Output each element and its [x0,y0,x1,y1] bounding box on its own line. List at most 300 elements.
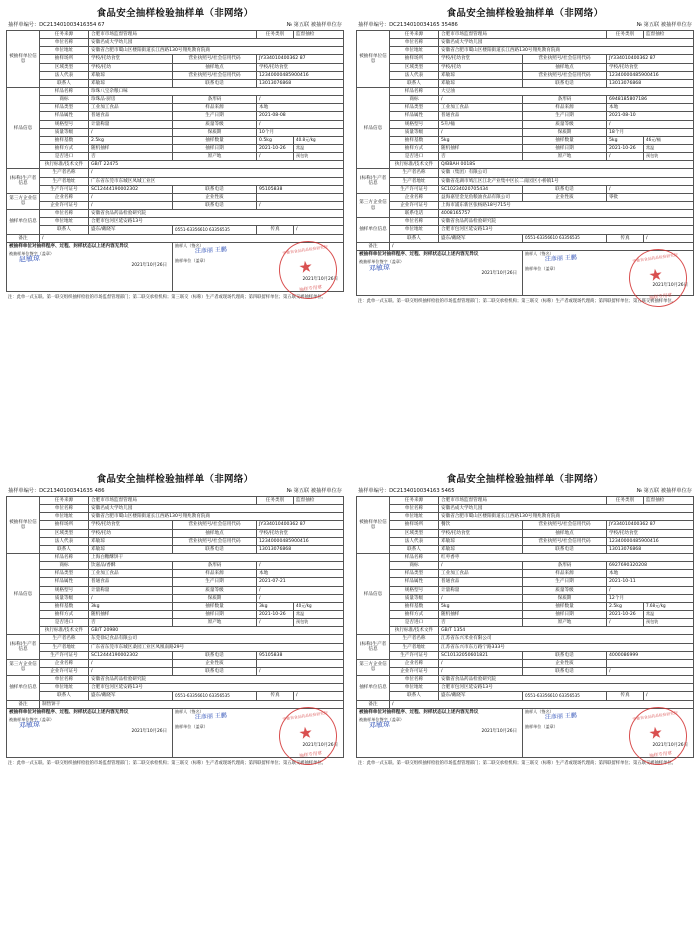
value-remark: / [390,700,694,708]
section-label-sampling-unit: 抽样单位信息 [7,676,40,700]
value-sampling-unit-name: 安徽省食品药品检验研究院 [89,676,344,684]
table-row [357,659,694,667]
confirm-cell [7,708,173,757]
value-standard: GB/T 20980 [89,627,344,635]
table-row [357,71,694,79]
confirm-date: 2021年10月26日 [131,263,167,269]
label-barcode: 条形码 [523,96,607,104]
label-unit-address: 单位地址 [390,513,439,521]
label-brand: 商标 [40,562,89,570]
table-row [7,684,344,692]
value-sampling-method: 随机抽样 [439,610,523,618]
label-imported: 是否进口 [390,619,439,627]
label-sample-origin: 样品来源 [173,570,257,578]
value-sampling-date: 2021-10-26 [607,610,644,618]
table-row [357,635,694,643]
table-row [357,55,694,63]
label-remark: 备注 [357,700,390,708]
label-sample-attr: 样品属性 [390,112,439,120]
value-sample-name: 珍珠八宝杂粮口味 [89,87,344,95]
value-sampling-date: 2021-10-26 [607,144,644,152]
value-storage: 常温 [644,144,694,152]
value-storage: 常温 [294,610,344,618]
form-no-1: 抽样单编号：DC213401003416354 67 [8,22,105,28]
label-sample-attr: 样品属性 [40,112,89,120]
value-imported: 否 [89,619,173,627]
value-sampling-unit-address: 合肥市包河区延安路13号 [89,684,344,692]
table-row [7,708,344,757]
table-row [7,71,344,79]
table-row [7,545,344,553]
sampler-signature: 汪彦丽 王鹏 [544,254,578,264]
value-task-type: 监督抽检 [294,497,344,505]
label-sample-attr: 样品属性 [40,578,89,586]
value-producer-tel: 95105838 [257,185,344,193]
label-sampling-method: 抽样方式 [390,144,439,152]
label-sample-venue: 抽样场所 [40,55,89,63]
confirm-text: 被抽样单位对抽样程序、过程、封样状态以上述内容无异议 [359,251,479,257]
label-contact: 联系人 [40,79,89,87]
value-sample-attr: 普通食品 [89,112,173,120]
value-phone: 13013076868 [607,545,694,553]
value-sample-venue: 学校/托幼食堂 [89,55,173,63]
label-producer-license: 生产许可证号 [390,185,439,193]
label-sampling-unit-contact: 联系人 [40,692,89,700]
value-task-source: 合肥市市场监督管理局 [89,497,257,505]
value-sample-place: 学校/托幼食堂 [607,529,694,537]
label-producer-name: 生产者名称 [40,635,89,643]
page-title-4: 食品安全抽样检验抽样单（非网络） [446,474,604,485]
section-label-producer: (标称)生产者信息 [357,635,390,659]
table-row [357,700,694,708]
value-quality-grade: / [89,594,173,602]
table-row [357,651,694,659]
value-sample-attr: 普通食品 [439,112,523,120]
table-row [357,594,694,602]
label-producer-address: 生产者地址 [390,643,439,651]
sampler-sign-label: 抽样人（签名） [525,250,554,256]
value-third-license: / [89,667,173,675]
label-barcode: 条形码 [173,562,257,570]
table-row [357,104,694,112]
sampler-date: 2021年10月26日 [652,282,688,288]
table-row [7,635,344,643]
value-sample-origin: 本地 [607,104,694,112]
label-phone: 联系电话 [523,79,607,87]
confirm-signature: 邓敏琼 [368,720,391,731]
section-label-third-party: 第三方企业信息 [357,659,390,675]
table-row [357,537,694,545]
value-prod-date: 2021-10-11 [607,578,694,586]
label-sample-venue: 抽样场所 [390,55,439,63]
table-row [357,210,694,218]
value-sample-type: 工业加工食品 [439,104,523,112]
value-sample-name: 上海白糖酥饼干 [89,553,344,561]
value-grade: / [257,120,344,128]
star-icon: ★ [647,264,665,285]
table-row [7,136,344,144]
confirm-text: 被抽样单位对抽样程序、过程、封样状态以上述内容无异议 [9,243,129,249]
value-imported: 否 [439,153,523,161]
table-row [357,144,694,152]
label-origin-place: 原产地 [523,619,607,627]
table-row [7,529,344,537]
value-producer-license: SC10132050601821 [439,651,523,659]
value-legal-rep: 邓敏琼 [89,71,173,79]
table-row [357,667,694,675]
seal-top-text: 安徽省食品药品检验研究院 [282,243,329,256]
value-imported: 否 [439,619,523,627]
label-third-tel: 联系电话 [523,667,607,675]
value-remark: / [40,234,344,242]
label-sampling-unit-name: 单位名称 [40,210,89,218]
value-origin-place: / [257,153,294,161]
value-sampling-unit-address: 合肥市包河区延安路13号 [439,226,694,234]
section-label-third-party: 第三方企业信息 [7,193,40,209]
table-row [357,521,694,529]
section-label-sample-info: 样品信息 [357,553,390,634]
star-icon: ★ [297,256,315,277]
value-shelf-life: / [257,594,344,602]
value-quality-grade: / [89,128,173,136]
value-sampling-unit-phone: 0551-63356610 63356535 [523,234,607,242]
label-producer-address: 生产者地址 [40,643,89,651]
value-origin-place: / [607,619,644,627]
label-sample-attr: 样品属性 [390,578,439,586]
value-sampling-unit-fax: / [294,226,344,234]
label-license2: 营业执照号/社会信用代码 [173,71,257,79]
label-origin-place: 原产地 [173,153,257,161]
table-row [7,513,344,521]
label-producer-license: 生产许可证号 [40,651,89,659]
label-barcode: 条形码 [173,96,257,104]
label-prod-date: 生产日期 [523,578,607,586]
label-sampling-unit-fax: 传真 [257,226,294,234]
value-producer-license: SC12444190002302 [89,185,173,193]
label-remark: 备注 [7,700,40,708]
value-sample-venue: 学校/托幼食堂 [89,521,173,529]
value-third-tel: / [607,667,694,675]
label-sample-qty: 抽样数量 [173,602,257,610]
value-brand: / [439,96,523,104]
label-sampling-unit-name: 单位名称 [40,676,89,684]
table-row [357,505,694,513]
label-task-type: 任务类别 [257,497,294,505]
value-sampling-unit-name: 安徽省食品药品检验研究院 [89,210,344,218]
footer-note-1: 注：此单一式五联。第一联交组织抽样检验的市场监督管理部门；第二联交承检机构；第三联交（标称）生产者或现场代理商；第四联留样单位；第五联交被抽样单位。 [8,294,326,300]
label-shelf-life: 保质期 [523,594,607,602]
table-row [357,529,694,537]
value-base-qty: 2.5kg [89,136,173,144]
label-producer-name: 生产者名称 [390,635,439,643]
table-row [357,234,694,242]
label-third-nature: 企业性质 [523,193,607,201]
sampler-cell [173,708,344,757]
table-row [7,144,344,152]
star-icon: ★ [647,722,665,743]
value-sample-origin: 本地 [607,570,694,578]
value-sample-name: 红枣香枣 [439,553,694,561]
label-legal-rep: 法人代表 [40,537,89,545]
table-row [357,676,694,684]
value-barcode: / [257,96,344,104]
sampler-signature: 汪彦丽 王鹏 [194,246,228,256]
label-sampling-method: 抽样方式 [40,144,89,152]
value-sampling-unit-contact: 盛东/戴晓军 [439,234,523,242]
label-brand: 商标 [40,96,89,104]
label-license: 营业执照号/社会信用代码 [523,55,607,63]
label-sampling-date: 抽样日期 [523,144,607,152]
value-shelf-life: 10个月 [257,128,344,136]
label-producer-name: 生产者名称 [40,169,89,177]
confirm-cell [357,250,523,295]
sampler-date: 2021年10月26日 [652,742,688,748]
value-producer-name: / [89,169,344,177]
table-row [7,79,344,87]
value-producer-name: 江苏省东兴米业有限公司 [439,635,694,643]
sampler-sign-label: 抽样人（签名） [175,708,204,714]
section-label-sample-info: 样品信息 [357,87,390,168]
value-sampling-unit-fax: / [294,692,344,700]
value-sampling-unit-address: 合肥市包河区延安路13号 [89,218,344,226]
label-prod-date: 生产日期 [523,112,607,120]
value-unit-address: 安徽省合肥市蜀山区楼阳街道长江西路130号翔兆教育院商 [89,47,344,55]
confirm-date: 2021年10月26日 [481,271,517,277]
page-title-3: 食品安全抽样检验抽样单（非网络） [96,474,254,485]
value-base-qty: 5kg [439,136,523,144]
table-row [357,684,694,692]
label-sample-name: 样品名称 [390,87,439,95]
label-unit-name: 单位名称 [390,39,439,47]
confirm-sign-label: 被抽样单位签字（盖章） [359,258,405,264]
label-brand: 商标 [390,562,439,570]
value-origin-place: / [607,153,644,161]
section-label-third-party: 第三方企业信息 [357,193,390,217]
value-imported: 否 [89,153,173,161]
section-label-sampled-unit: 被抽样单位信息 [7,31,40,88]
label-sampling-unit-address: 单位地址 [390,226,439,234]
value-sample-type: 工业加工食品 [439,570,523,578]
label-license2: 营业执照号/社会信用代码 [173,537,257,545]
value-sampling-date: 2021-10-26 [257,610,294,618]
seal-top-text: 安徽省食品药品检验研究院 [282,709,329,722]
section-label-sample-info: 样品信息 [7,553,40,634]
label-producer-address: 生产者地址 [390,177,439,185]
seal-bottom-text: 抽样专用章 [298,284,323,293]
value-base-qty: 5kg [439,602,523,610]
label-sample-name: 样品名称 [40,87,89,95]
value-sample-qty: 2.5kg [607,602,644,610]
label-third-tel: 联系电话 [173,667,257,675]
label-standard: 执行标准/技术文件 [390,161,439,169]
table-row [7,667,344,675]
table-row [7,104,344,112]
value-remark: 制售饼干 [40,700,344,708]
table-row [7,676,344,684]
value-area-type: 学校/托幼食堂 [439,529,523,537]
value-grade: / [257,586,344,594]
confirm-text: 被抽样单位对抽样程序、过程、封样状态以上述内容无异议 [359,709,479,715]
value-remark: / [390,242,694,250]
value-sampling-unit-contact: 盛东/戴晓军 [89,692,173,700]
value-producer-address: 广东省东莞市东城区凤城工业区 [89,177,344,185]
value-unit-price: 40元/kg [294,602,344,610]
value-sampling-unit-fax: / [644,692,694,700]
label-sample-name: 样品名称 [390,553,439,561]
label-contact: 联系人 [40,545,89,553]
value-producer-tel: 95105838 [257,651,344,659]
seal-bottom-text: 抽样专用章 [648,292,673,301]
label-imported: 是否进口 [40,153,89,161]
label-sample-type: 样品类型 [40,104,89,112]
label-license2: 营业执照号/社会信用代码 [523,71,607,79]
table-row [7,128,344,136]
label-imported: 是否进口 [40,619,89,627]
value-prod-date: 2021-08-08 [257,112,344,120]
label-grade: 质量等级 [173,120,257,128]
sampling-form-2 [350,0,700,466]
label-license: 营业执照号/社会信用代码 [523,521,607,529]
label-sampling-unit-fax: 传真 [257,692,294,700]
value-task-type: 监督抽检 [644,31,694,39]
section-label-producer: (标称)生产者信息 [7,635,40,659]
table-row [357,586,694,594]
value-sample-origin: 本地 [257,570,344,578]
value-sampling-unit-phone: 0551-63356610 63356535 [173,226,257,234]
label-sample-origin: 样品来源 [523,570,607,578]
value-sample-qty: 0.5kg [257,136,294,144]
table-row [357,120,694,128]
label-barcode: 条形码 [523,562,607,570]
value-third-nature [257,193,344,201]
label-standard: 执行标准/技术文件 [390,627,439,635]
label-third-tel: 联系电话 [173,201,257,209]
label-sample-venue: 抽样场所 [390,521,439,529]
label-third-name: 企业名称 [390,659,439,667]
value-unit-name: 安徽名成大学幼儿园 [439,39,694,47]
value-third-address: 上海市浦东新区张杨路18号715号 [439,201,694,209]
form-no-4: 抽样单编号：DC2134010034163 5465 [358,488,455,494]
value-sample-origin: 本地 [257,104,344,112]
sampler-date: 2021年10月26日 [302,742,338,748]
table-row [357,602,694,610]
table-row [7,700,344,708]
section-label-producer: (标称)生产者信息 [7,169,40,193]
sampler-signature: 汪彦丽 王鹏 [194,712,228,722]
value-sampling-unit-contact: 盛东/戴晓军 [439,692,523,700]
confirm-cell [7,242,173,291]
value-sampling-unit-name: 安徽省食品药品检验研究院 [439,676,694,684]
sampler-sign-label: 抽样人（签名） [525,708,554,714]
value-unit-address: 安徽省合肥市蜀山区楼阳街道长江西路130号翔兆教育院商 [439,47,694,55]
value-license2: 12340000485900416 [257,537,344,545]
table-row [7,63,344,71]
value-contact: 邓敏琼 [439,79,523,87]
label-sampling-unit-fax: 传真 [607,692,644,700]
table-row [357,136,694,144]
label-spec: 规格型号 [390,120,439,128]
label-legal-rep: 法人代表 [390,537,439,545]
value-storage: 常温 [294,144,344,152]
value-spec: 计量称量 [89,586,173,594]
label-sampling-unit-contact: 联系人 [390,692,439,700]
label-task-source: 任务来源 [390,497,439,505]
sampler-unit-seal-label: 抽样单位（盖章） [525,266,558,272]
value-legal-rep: 邓敏琼 [439,71,523,79]
table-row [7,153,344,161]
label-quality-grade: 质量等级 [390,128,439,136]
section-label-sampling-unit: 抽样单位信息 [7,210,40,234]
section-label-sampled-unit: 被抽样单位信息 [7,497,40,554]
value-sampling-unit-fax: / [644,234,694,242]
value-standard: GB/T 22475 [89,161,344,169]
form-table-3 [6,496,344,758]
label-task-source: 任务来源 [40,31,89,39]
value-producer-name: 东莞徐记食品有限公司 [89,635,344,643]
table-row [7,31,344,39]
value-producer-license: SC10234020705434 [439,185,523,193]
value-storage: 常温 [644,610,694,618]
value-sampling-method: 随机抽样 [439,144,523,152]
value-quality-grade: / [439,128,523,136]
label-sampling-unit-address: 单位地址 [40,684,89,692]
label-origin-place: 原产地 [173,619,257,627]
label-unit-name: 单位名称 [40,505,89,513]
table-row [7,643,344,651]
value-phone: 13013076868 [607,79,694,87]
table-row [357,177,694,185]
value-sampling-unit-phone: 0551-63356610 63356535 [173,692,257,700]
label-prod-date: 生产日期 [173,112,257,120]
value-legal-rep: 邓敏琼 [439,537,523,545]
value-sample-place: 学校/托幼食堂 [257,529,344,537]
value-third-name: / [89,193,173,201]
table-row [7,627,344,635]
label-sampling-unit-address: 单位地址 [40,218,89,226]
confirm-sign-label: 被抽样单位签字（盖章） [9,716,55,722]
value-producer-address: 江苏省东兴市东万路宁路333号 [439,643,694,651]
label-unit-address: 单位地址 [40,513,89,521]
value-origin-place: / [257,619,294,627]
value-barcode: 6927690320208 [607,562,694,570]
label-task-source: 任务来源 [40,497,89,505]
table-row [7,602,344,610]
value-phone: 13013076868 [257,545,344,553]
value-sample-type: 工业加工食品 [89,570,173,578]
table-row [7,218,344,226]
label-sampling-method: 抽样方式 [390,610,439,618]
table-row [7,619,344,627]
value-sample-place: 学校/托幼食堂 [257,63,344,71]
label-third-nature: 企业性质 [173,193,257,201]
label-phone: 联系电话 [523,545,607,553]
value-task-source: 合肥市市场监督管理局 [439,31,607,39]
label-phone: 联系电话 [173,79,257,87]
table-row [7,692,344,700]
label-third-tel: 联系电话 [390,210,439,218]
label-producer-tel: 联系电话 [173,651,257,659]
label-task-type: 任务类别 [607,497,644,505]
label-producer-tel: 联系电话 [523,185,607,193]
sampler-sign-label: 抽样人（签名） [175,242,204,248]
table-row [7,47,344,55]
label-shelf-life: 保质期 [173,128,257,136]
value-standard: GB/T 1354 [439,627,694,635]
value-sample-qty: 5kg [607,136,644,144]
confirm-signature: 赵敏琼 [18,254,41,265]
table-row [7,586,344,594]
label-brand: 商标 [390,96,439,104]
